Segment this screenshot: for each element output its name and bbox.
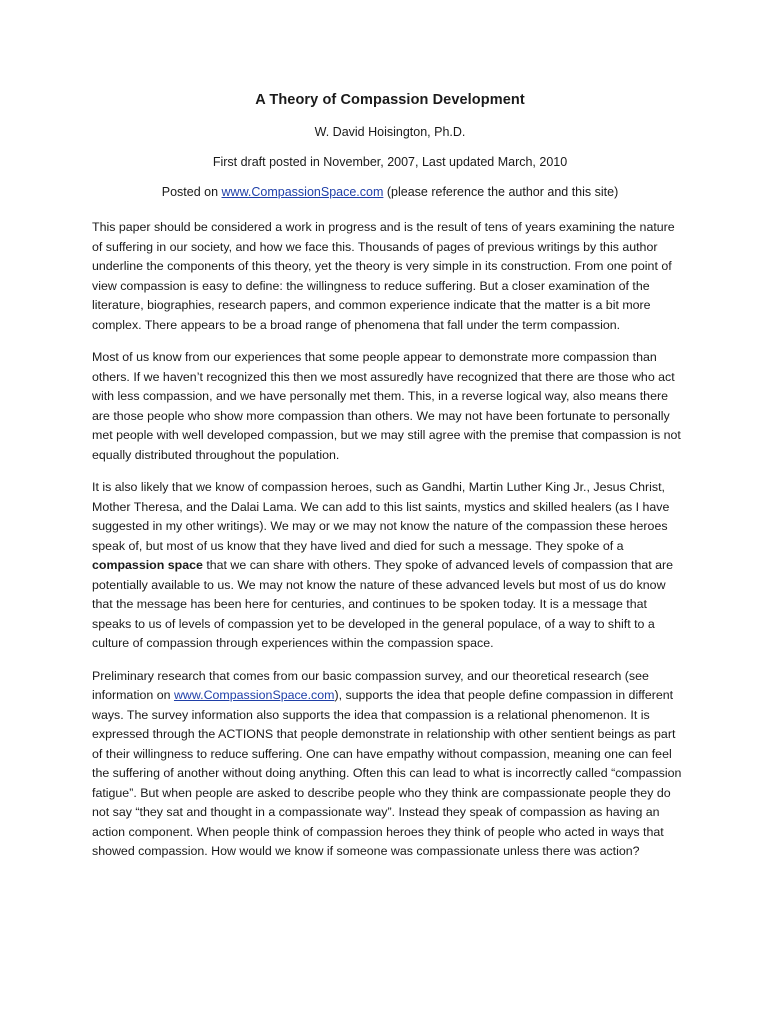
paragraph-3 — [92, 478, 688, 654]
posted-prefix: Posted on — [161, 185, 222, 199]
paragraph-1: This paper should be considered a work in progress and is the result of tens of years examining the nature of suffering in our society, and how we face this. Thousands of pages of previous writings by this author underline the components of this theory, yet the theory is very simple in its construction. From one point of view compassion is easy to define: the willingness to reduce suffering. But a closer examination of the literature, biographies, research papers, and common experience indicate that the matter is a bit more complex. There appears to be a broad range of phenomena that fall under the term compassion. — [92, 220, 675, 332]
paragraph-3-part-a: It is also likely that we know of compassion heroes, such as Gandhi, Martin Luther King Jr., Jesus Christ, Mother Theresa, and the Dalai Lama. We can add to this list saints, mystics and skilled healers (as I have suggested in my other writings). We may or we may not know the nature of the compassion these heroes speak of, but most of us know that they have lived and died for such a message. They spoke of a — [92, 480, 670, 553]
posted-suffix: (please reference the author and this site) — [383, 185, 619, 199]
paragraph-4 — [92, 667, 688, 862]
page-title: A Theory of Compassion Development — [255, 92, 525, 108]
paragraph-3-part-b: that we can share with others. They spoke of advanced levels of compassion that are potentially available to us. We may not know the nature of these advanced levels but most of us do know that the message has been here for centuries, and continues to be spoken today. It is a message that speaks to us of levels of compassion yet to be developed in the general populace, of a way to shift to a culture of compassion through experiences within the compassion space. — [92, 558, 674, 650]
posted-line — [92, 184, 688, 200]
paragraph-2: Most of us know from our experiences that some people appear to demonstrate more compassion than others. If we haven’t recognized this then we most assuredly have recognized that there are those who act with less compassion, and we have personally met them. This, in a reverse logical way, also means there are those people who show more compassion than others. We may not have been fortunate to personally met people with well developed compassion, but we may still agree with the premise that compassion is not equally distributed throughout the population. — [92, 350, 681, 462]
compassion-space-term: compassion space — [92, 558, 203, 572]
author-line: W. David Hoisington, Ph.D. — [314, 125, 466, 139]
compassionspace-link[interactable]: www.CompassionSpace.com — [221, 185, 384, 199]
date-line: First draft posted in November, 2007, Last updated March, 2010 — [212, 155, 568, 169]
paragraph-4-part-a: Preliminary research that comes from our basic compassion survey, and our theoretical research (see information on — [92, 668, 649, 702]
paragraph-4-part-b: ), supports the idea that people define compassion in different ways. The survey information also supports the idea that compassion is a relational phenomenon. It is expressed through the ACTIONS that people demonstrate in relationship with other sentient beings as part of their willingness to reduce suffering. One can have empathy without compassion, meaning one can feel the suffering of another without doing anything. Often this can lead to what is incorrectly called “compassion fatigue”. But when people are asked to describe people who they think are compassionate people they do not say “they sat and thought in a compassionate way”. Instead they speak of compassion as having an action component. When people think of compassion heroes they think of people who acted in ways that showed compassion. How would we know if someone was compassionate unless there was action? — [92, 688, 682, 858]
compassionspace-inline-link[interactable]: www.CompassionSpace.com — [173, 688, 335, 702]
